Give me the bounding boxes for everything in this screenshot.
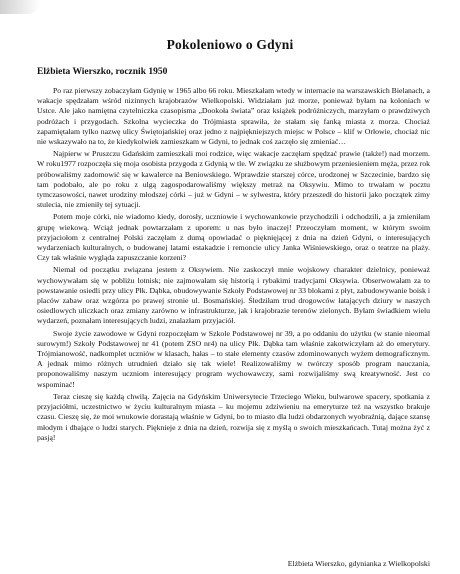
paragraph: Niemal od początku związana jestem z Oksywiem. Nie zaskoczył mnie wojskowy charakter dzielnicy, ponieważ wychowywałam się w pobliżu lotnisk; nie zajmowałam się historią i rybakimi tradycjami Oksywia. Obserwowałam za to powstawanie osiedli przy ulicy Płk. Dąbka, obudowywanie Szkoły Podstawowej nr 33 blokami z płyt, zabudowywanie boisk i placów zabaw oraz wzgórza po prawej stronie ul. Bosmańskiej. Śledziłam trud drogowców łatających dziury w naszych osiedlowych uliczkach oraz zmiany zarówno w infrastrukturze, jak i krajobrazie terenów zielonych. Byłam świadkiem wielu wydarzeń, poznałam interesujących ludzi, znalazłam przyjaciół.: [37, 265, 430, 326]
paragraph: Po raz pierwszy zobaczyłam Gdynię w 1965 albo 66 roku. Mieszkałam wtedy w internacie na warszawskich Bielanach, a wakacje spędzałam wśród nizinnych krajobrazów Wielkopolski. Widziałam już morze, ponieważ byłam na koloniach w Ustce. Ale jako namiętna czytelniczka czasopisma „Dookoła świata” oraz książek podróżniczych, marzyłam o prawdziwych podróżach i przygodach. Szkolna wycieczka do Trójmiasta sprawiła, że stałam się fanką miasta z morza. Chociaż zapamiętałam tylko nazwę ulicy Świętojańskiej oraz jedno z najpiękniejszych miejsc w Polsce – klif w Orłowie, chociaż nic nie wskazywało na to, że kiedykolwiek zamieszkam w Gdyni, to jednak coś zaczęło się zmieniać…: [37, 86, 430, 147]
document-title: Pokoleniowo o Gdyni: [166, 37, 294, 52]
scan-smudge: [0, 0, 40, 14]
author-line: Elżbieta Wierszko, rocznik 1950: [37, 67, 168, 77]
paragraph: Potem moje córki, nie wiadomo kiedy, dorosły, uczniowie i wychowankowie przychodzili i odchodzili, a ja zmieniłam grupę wiekową. Wciąż jednak powtarzałam z uporem: u nas było inaczej! Przeoczyłam moment, w którym swoim przyjaciołom z centralnej Polski zaczęłam z dumą opowiadać o pięknięjącej z dnia na dzień Gdyni, o interesujących wydarzeniach kulturalnych, o budowanej latami estakadzie i remoncie ulicy Janka Wiśniewskiego, oraz o teatrze na plaży. Czy tak właśnie wygląda zapuszczanie korzeni?: [37, 212, 430, 263]
signature-line: Elżbieta Wierszko, gdynianka z Wielkopolski: [287, 559, 430, 568]
paragraph: Swoje życie zawodowe w Gdyni rozpoczęłam w Szkole Podstawowej nr 39, a po oddaniu do użytku (w stanie nieomal surowym!) Szkoły Podstawowej nr 41 (potem ZSO nr4) na ulicy Płk. Dąbka tam właśnie zakotwiczyłam aż do emerytury. Trójmianowość, nadkomplet uczniów w klasach, hałas – to stałe elementy czasów zdominowanych wyżem demograficznym. A jednak mimo różnych utrudnień działo się tak wiele! Realizowaliśmy w twórczy sposób program nauczania, proponowaliśmy naszym uczniom interesujący program wychowawczy, sami rozwijaliśmy swą kreatywność. Jest co wspominać!: [37, 328, 430, 389]
paragraph: Najpierw w Pruszczu Gdańskim zamieszkali moi rodzice, więc wakacje zaczęłam spędzać prawie (także!) nad morzem. W roku1977 rozpoczęła się moja osobista przygoda z Gdynią w tle. W związku ze służbowym przeniesieniem męża, przez rok próbowaliśmy zadomowić się w kawalerce na Beniowskiego. Wprawdzie starszej córce, urodzonej w Szczecinie, bardzo się tam podobało, ale po roku z ulgą zagospodarowaliśmy większy metraż na Oksywiu. Mimo to trwałam w pocztu tymczasowości, nawet urodziny młodszej córki – już w Gdyni – w sylwestra, który przeszedł do historii jako początek zimy stulecia, nie zmieniły tej sytuacji.: [37, 149, 430, 210]
paragraph: Teraz cieszę się każdą chwilą. Zajęcia na Gdyńskim Uniwersytecie Trzeciego Wieku, bulwarowe spacery, spotkania z przyjaciółmi, uczestnictwo w życiu kulturalnym miasta – ku mojemu zdziwieniu na emeryturze też na wszystko brakuje czasu. Cieszę się, że moi wnukowie dorastają właśnie w Gdyni, bo to miasto dla ludzi obdarzonych wyobraźnią, dające szansę młodym i dbające o ludzi starych. Pięknieje z dnia na dzień, rozwija się z myślą o swoich mieszkańcach. Tutaj można żyć z pasją!: [37, 391, 430, 442]
document-body: [37, 86, 430, 445]
